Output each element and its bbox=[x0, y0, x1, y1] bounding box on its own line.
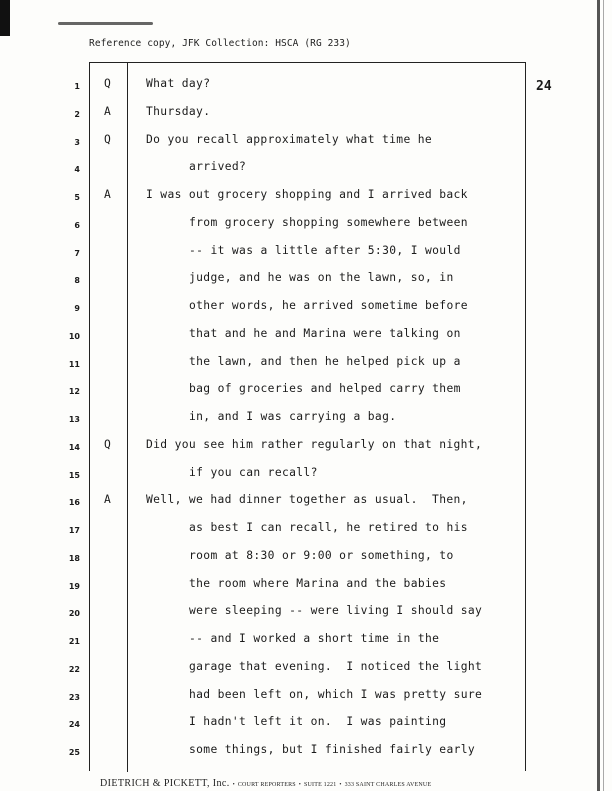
transcript-line bbox=[0, 216, 612, 244]
line-number: 12 bbox=[68, 387, 80, 397]
footer-firm: DIETRICH & PICKETT, Inc. bbox=[100, 778, 230, 789]
line-text: What day? bbox=[146, 77, 211, 90]
line-text: Thursday. bbox=[146, 104, 211, 118]
line-text: that and he and Marina were talking on bbox=[189, 326, 461, 340]
line-text: Did you see him rather regularly on that night, bbox=[146, 437, 483, 451]
scan-edge-mark bbox=[0, 0, 10, 36]
transcript-line bbox=[0, 688, 612, 716]
footer-separator: • bbox=[298, 782, 302, 788]
transcript-line bbox=[0, 660, 612, 688]
footer-suite: SUITE 1221 bbox=[303, 782, 337, 788]
line-number: 10 bbox=[68, 331, 80, 341]
transcript-line bbox=[0, 549, 612, 577]
transcript-line bbox=[0, 493, 612, 521]
line-number: 14 bbox=[68, 442, 80, 452]
speaker-label: Q bbox=[104, 437, 111, 451]
speaker-label: A bbox=[104, 104, 111, 118]
line-number: 2 bbox=[74, 109, 80, 119]
speaker-label: A bbox=[104, 493, 111, 507]
line-text: Do you recall approximately what time he bbox=[146, 132, 433, 146]
line-text: some things, but I finished fairly early bbox=[189, 743, 476, 756]
line-number: 11 bbox=[68, 359, 80, 369]
line-number: 5 bbox=[74, 193, 80, 202]
transcript-line bbox=[0, 410, 612, 438]
speaker-label: Q bbox=[104, 132, 111, 146]
footer-address: 333 SAINT CHARLES AVENUE bbox=[344, 782, 432, 788]
line-text: room at 8:30 or 9:00 or something, to bbox=[189, 548, 454, 562]
line-number: 3 bbox=[74, 137, 80, 147]
line-number: 1 bbox=[74, 82, 80, 91]
line-number: 24 bbox=[68, 720, 80, 730]
line-text: Well, we had dinner together as usual. Then, bbox=[146, 493, 468, 507]
line-text: I hadn't left it on. I was painting bbox=[189, 715, 447, 729]
line-number: 6 bbox=[74, 220, 80, 230]
footer-separator: • bbox=[232, 782, 235, 788]
line-text: in, and I was carrying a bag. bbox=[189, 410, 397, 423]
transcript-line bbox=[0, 133, 612, 161]
transcript-line bbox=[0, 299, 612, 327]
transcript-line bbox=[0, 743, 612, 771]
line-number: 25 bbox=[68, 748, 80, 757]
line-text: -- and I worked a short time in the bbox=[189, 632, 440, 645]
transcript-line bbox=[0, 438, 612, 466]
line-number: 18 bbox=[68, 553, 80, 563]
line-number: 20 bbox=[68, 609, 80, 619]
line-number: 22 bbox=[68, 664, 80, 674]
line-text: other words, he arrived sometime before bbox=[189, 299, 468, 312]
transcript-line bbox=[0, 327, 612, 355]
line-text: bag of groceries and helped carry them bbox=[189, 382, 461, 396]
line-text: garage that evening. I noticed the light bbox=[189, 659, 483, 673]
footer-separator: • bbox=[339, 782, 342, 788]
line-number: 4 bbox=[74, 165, 80, 175]
line-number: 8 bbox=[74, 276, 80, 286]
transcript-line bbox=[0, 244, 612, 272]
transcript-line bbox=[0, 188, 612, 216]
line-number: 23 bbox=[68, 692, 80, 702]
line-number: 19 bbox=[68, 581, 80, 591]
line-number: 15 bbox=[68, 470, 80, 480]
page-footer bbox=[100, 778, 600, 789]
transcript-line bbox=[0, 632, 612, 660]
transcript-line bbox=[0, 160, 612, 188]
transcript-line bbox=[0, 715, 612, 743]
line-text: the room where Marina and the babies bbox=[189, 576, 447, 590]
line-text: I was out grocery shopping and I arrived back bbox=[146, 188, 468, 201]
footer-role: COURT REPORTERS bbox=[237, 782, 296, 788]
line-number: 13 bbox=[68, 415, 80, 424]
transcript-line bbox=[0, 604, 612, 632]
page-number: 24 bbox=[536, 79, 552, 94]
line-number: 7 bbox=[74, 248, 80, 258]
line-text: had been left on, which I was pretty sure bbox=[189, 687, 483, 701]
speaker-label: Q bbox=[104, 77, 111, 90]
scan-smudge bbox=[58, 22, 153, 25]
line-text: judge, and he was on the lawn, so, in bbox=[189, 271, 454, 285]
line-number: 17 bbox=[68, 526, 80, 535]
line-number: 21 bbox=[68, 637, 80, 646]
transcript-line bbox=[0, 77, 612, 105]
line-text: arrived? bbox=[189, 160, 247, 174]
transcript-line bbox=[0, 466, 612, 494]
transcript-line bbox=[0, 355, 612, 383]
line-text: from grocery shopping somewhere between bbox=[189, 215, 468, 229]
transcript-line bbox=[0, 271, 612, 299]
line-text: were sleeping -- were living I should say bbox=[189, 604, 483, 618]
line-text: -- it was a little after 5:30, I would bbox=[189, 243, 461, 257]
speaker-label: A bbox=[104, 188, 111, 201]
line-number: 9 bbox=[74, 304, 80, 313]
transcript-line bbox=[0, 577, 612, 605]
line-number: 16 bbox=[68, 498, 80, 508]
line-text: if you can recall? bbox=[189, 465, 318, 479]
line-text: the lawn, and then he helped pick up a bbox=[189, 354, 461, 368]
transcript-line bbox=[0, 105, 612, 133]
transcript-line bbox=[0, 521, 612, 549]
line-text: as best I can recall, he retired to his bbox=[189, 521, 468, 534]
transcript-line bbox=[0, 382, 612, 410]
reference-copy-header: Reference copy, JFK Collection: HSCA (RG 233) bbox=[89, 38, 351, 49]
